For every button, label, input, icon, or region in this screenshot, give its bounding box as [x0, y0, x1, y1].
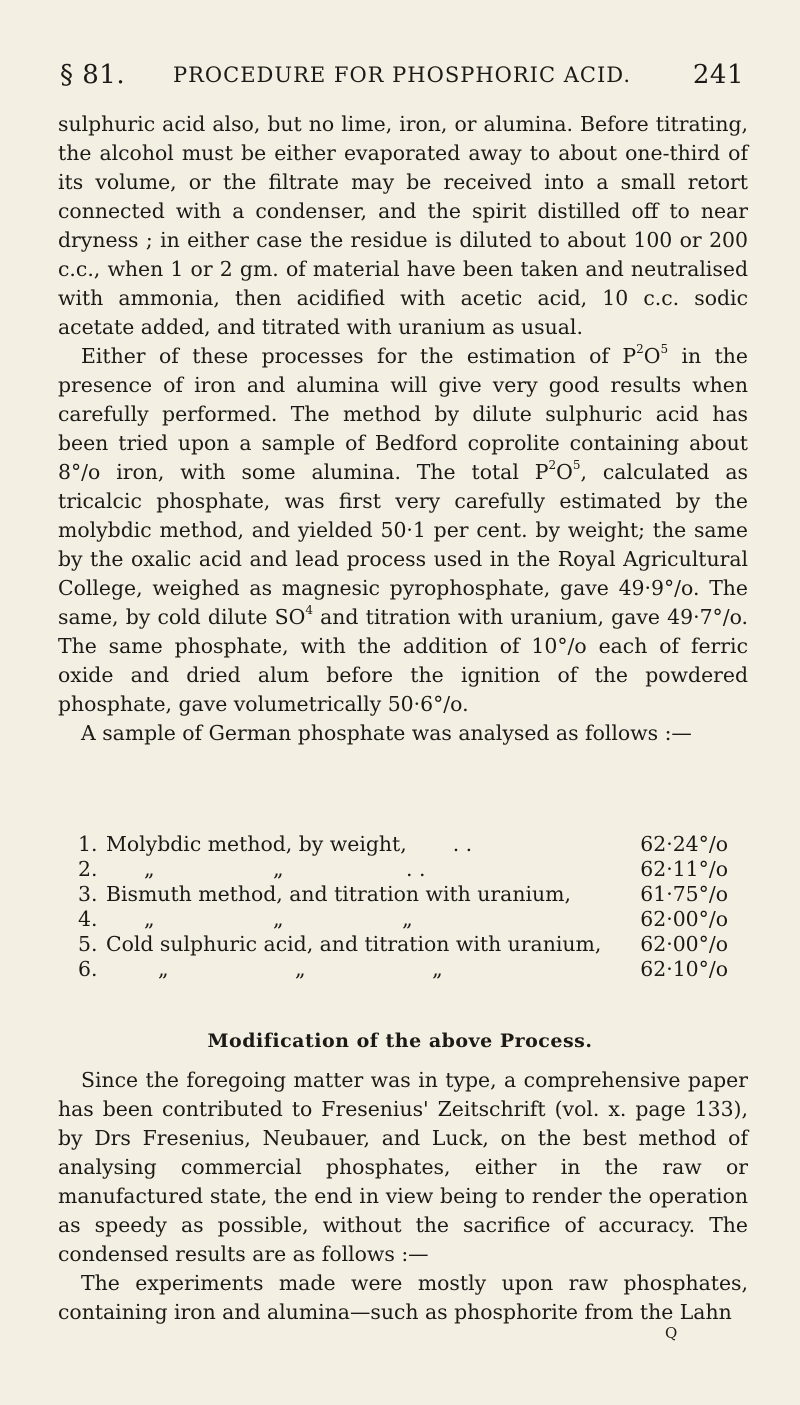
- running-title: PROCEDURE FOR PHOSPHORIC ACID.: [172, 63, 632, 87]
- result-value: 62·24°/o: [640, 832, 728, 856]
- result-number: 3.: [78, 882, 98, 906]
- result-value: 62·00°/o: [640, 932, 728, 956]
- main-text-top: [58, 110, 748, 748]
- result-method: Cold sulphuric acid, and titration with uranium,: [106, 932, 602, 956]
- result-dots: . .: [406, 857, 426, 881]
- result-method-ditto: „ „: [144, 857, 340, 881]
- result-row: [78, 957, 748, 982]
- result-number: 6.: [78, 957, 98, 981]
- result-value: 62·00°/o: [640, 907, 728, 931]
- result-row: [78, 932, 748, 957]
- result-number: 4.: [78, 907, 98, 931]
- signature-mark: Q: [665, 1324, 678, 1342]
- result-method-ditto: „ „ „: [158, 957, 503, 981]
- result-value: 62·11°/o: [640, 857, 728, 881]
- result-value: 62·10°/o: [640, 957, 728, 981]
- running-header: [60, 60, 744, 96]
- paragraph-experiments: The experiments made were mostly upon raw phosphates, containing iron and alumina—such as phosphorite from the Lahn: [58, 1271, 748, 1324]
- page-number: 241: [692, 60, 744, 90]
- result-number: 5.: [78, 932, 98, 956]
- paragraph-results: Either of these processes for the estimation of $P^2O^5$ in the presence of iron and alumina will give very good results when carefully performed. The method by dilute sulphuric acid has been tried upon a sample of Bedford coprolite containing about 8°/o iron, with some alumina. The total $P^2O^5$, calculated as tricalcic phosphate, was first very carefully estimated by the molybdic method, and yielded 50·1 per cent. by weight; the same by the oxalic acid and lead process used in the Royal Agricultural College, weighed as magnesic pyrophosphate, gave 49·9°/o. The same, by cold dilute $SO^4$ and titration with uranium, gave 49·7°/o. The same phosphate, with the addition of 10°/o each of ferric oxide and dried alum before the ignition of the powdered phosphate, gave volumetrically 50·6°/o.: [58, 342, 749, 716]
- result-row: [78, 907, 748, 932]
- section-number: § 81.: [60, 60, 126, 90]
- result-value: 61·75°/o: [640, 882, 728, 906]
- paragraph-continued: sulphuric acid also, but no lime, iron, or alumina. Before titrating, the alcohol must be either evaporated away to about one-third of its volume, or the filtrate may be received into a small retort connected with a condenser, and the spirit distilled off to near dryness ; in either case the residue is diluted to about 100 or 200 c.c., when 1 or 2 gm. of material have been taken and neutralised with ammonia, then acidified with acetic acid, 10 c.c. sodic acetate added, and titrated with uranium as usual.: [58, 112, 748, 339]
- result-method-ditto: „ „ „: [144, 907, 469, 931]
- result-row: [78, 882, 748, 907]
- paragraph-intro-list: A sample of German phosphate was analysed as follows :—: [81, 721, 692, 745]
- section-heading: Modification of the above Process.: [207, 1030, 593, 1052]
- main-text-bottom: [58, 1066, 748, 1327]
- result-number: 1.: [78, 832, 98, 856]
- paragraph-fresenius: Since the foregoing matter was in type, a comprehensive paper has been contributed to Fresenius' Zeitschrift (vol. x. page 133), by Drs Fresenius, Neubauer, and Luck, on the best method of analysing commercial phosphates, either in the raw or manufactured state, the end in view being to render the operation as speedy as possible, without the sacrifice of accuracy. The condensed results are as follows :—: [58, 1068, 748, 1266]
- result-row: [78, 857, 748, 882]
- result-method: Bismuth method, and titration with uranium,: [106, 882, 571, 906]
- results-list: [78, 832, 748, 982]
- result-row: [78, 832, 748, 857]
- result-number: 2.: [78, 857, 98, 881]
- result-method: Molybdic method, by weight, . .: [106, 832, 473, 856]
